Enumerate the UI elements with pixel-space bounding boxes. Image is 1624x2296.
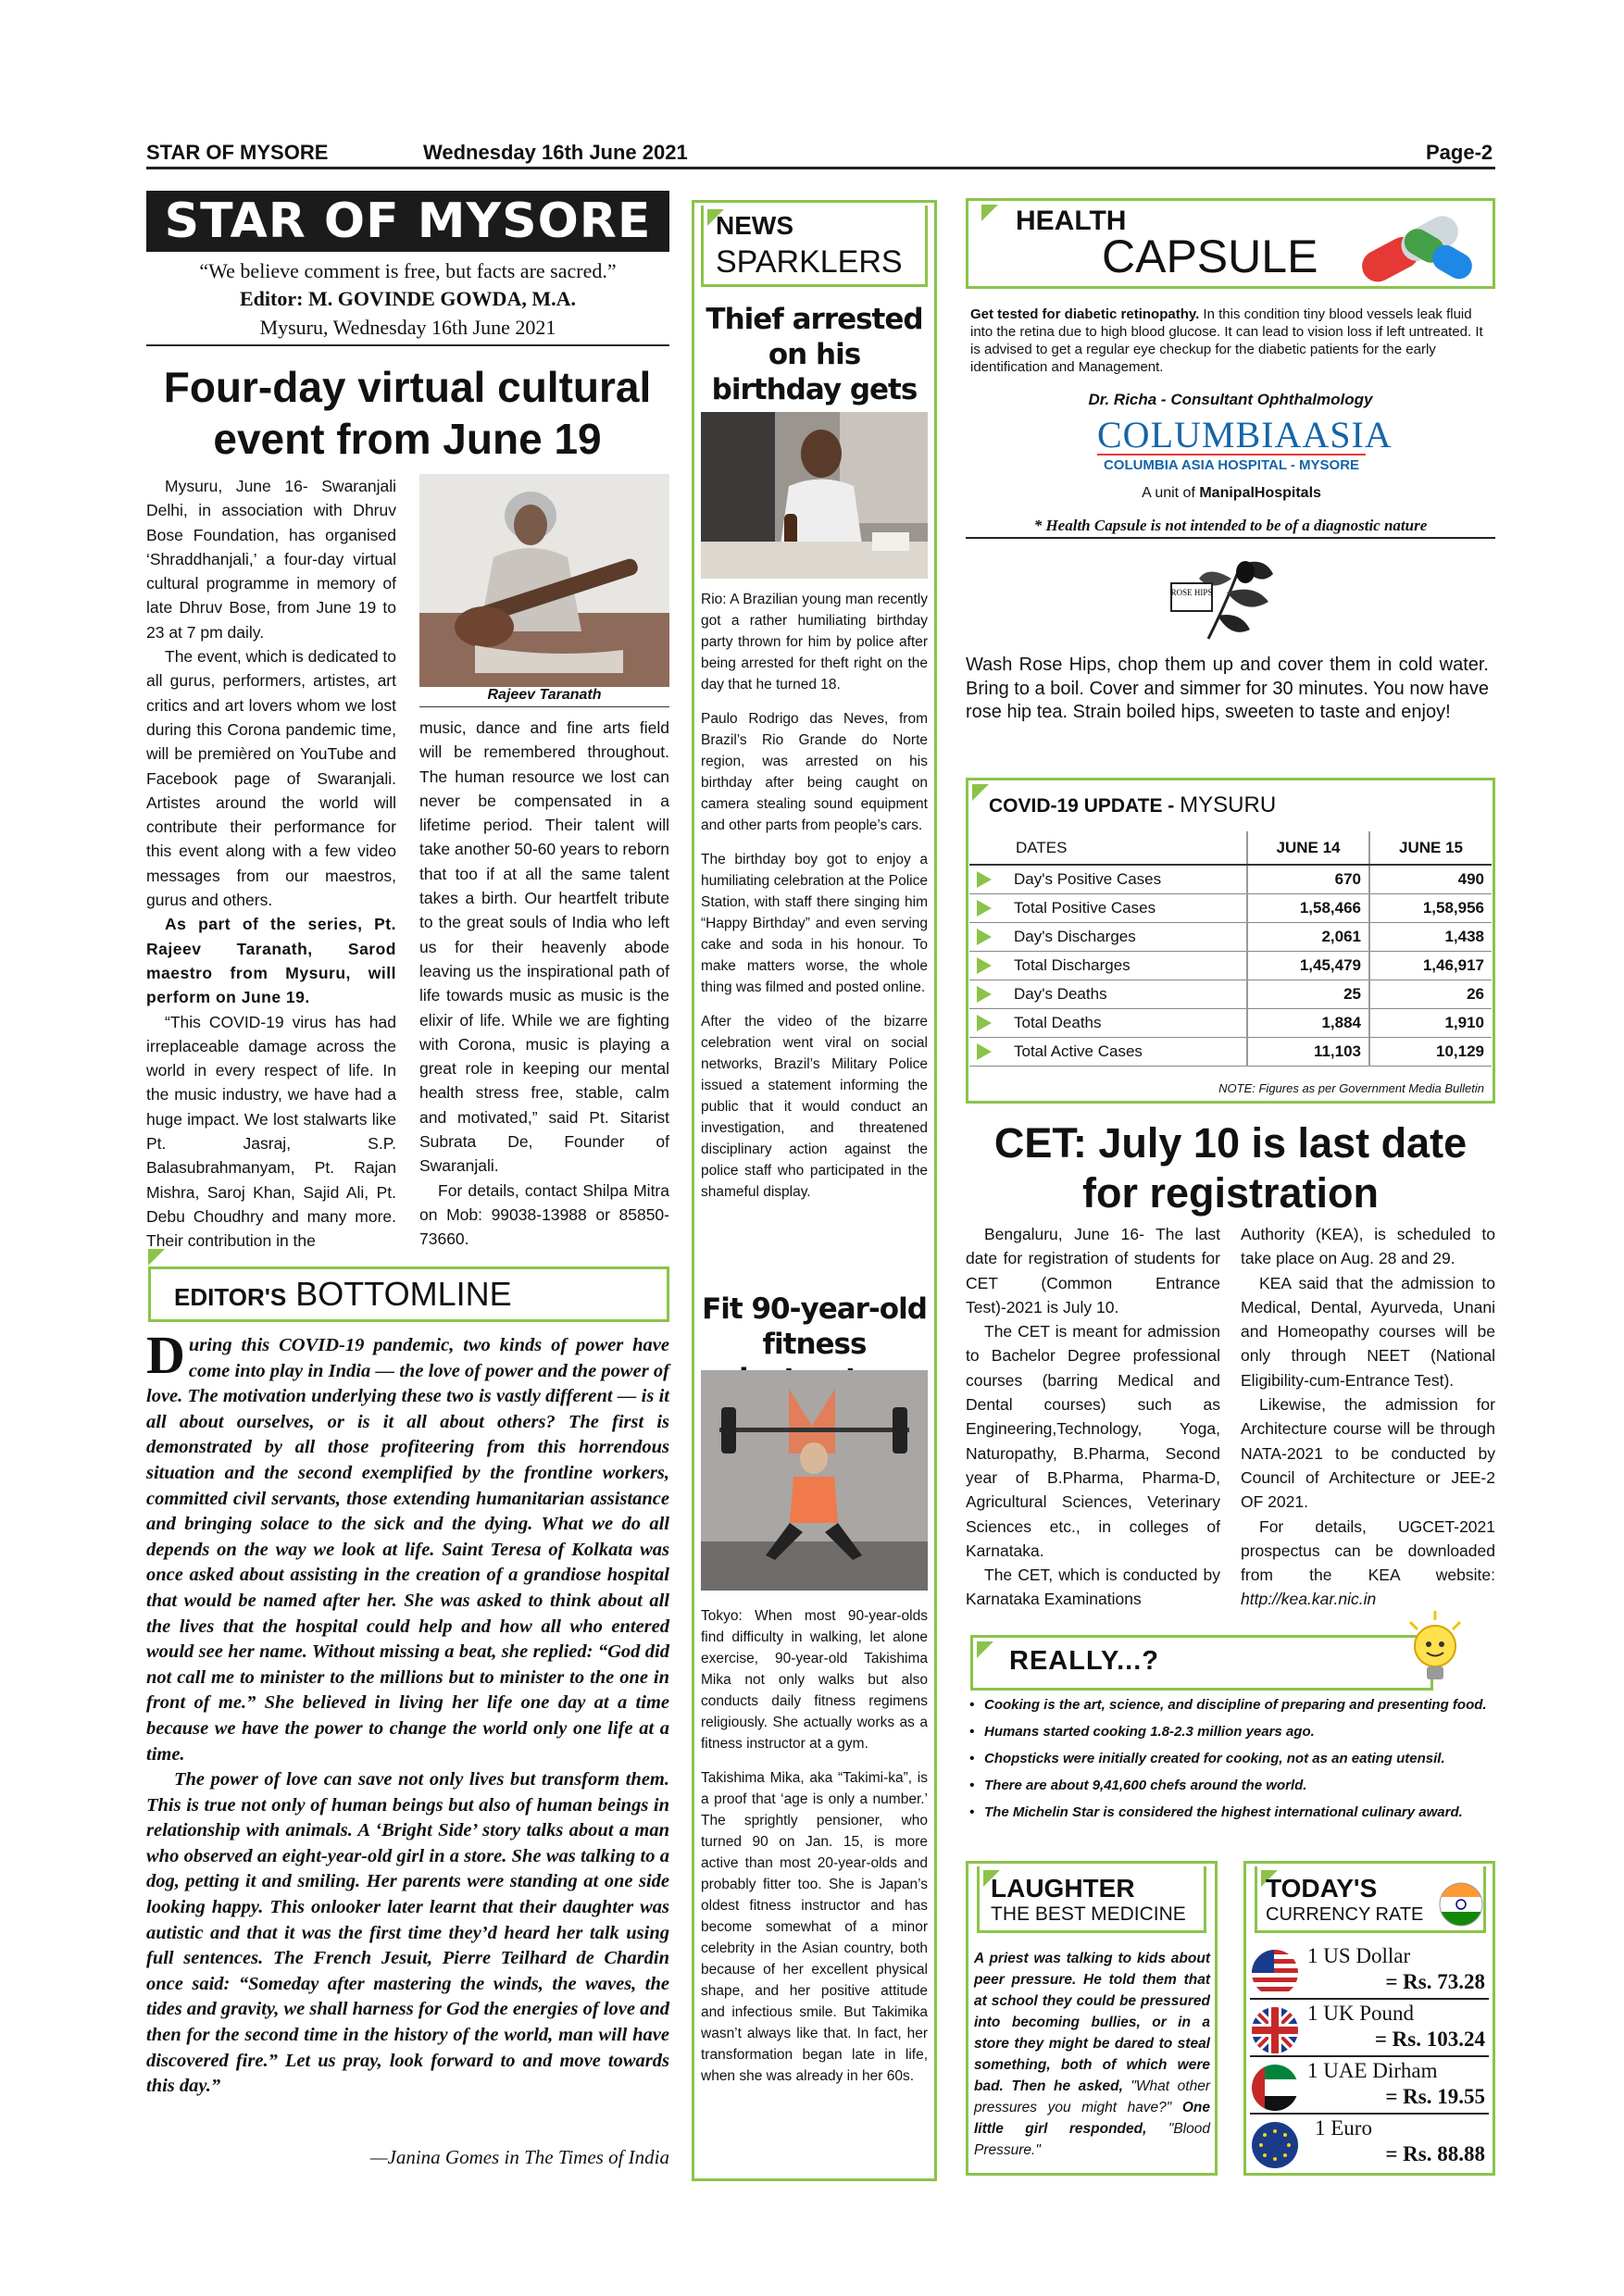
lead-headline: Four-day virtual cultural event from June 19: [163, 363, 652, 463]
row-label: Total Discharges: [1014, 955, 1131, 974]
kea-website-link[interactable]: http://kea.kar.nic.in: [1241, 1590, 1377, 1609]
masthead-rule: [146, 344, 669, 346]
cet-paragraph: For details, UGCET-2021 prospectus can be downloaded from the KEA website:: [1241, 1516, 1495, 1585]
row-j15: 490: [1369, 865, 1492, 893]
editorial-paragraph: The power of love can save not only lives but transform them. This is true not only of human beings but also of human beings in relationship with animals. A ‘Bright Side’ story talks about a man who observed an eight-year-old girl in a store. She was talking to a dog, petting it and smiling. Her parents were standing at one side looking happy. This onlooker later learnt that their daughter was autistic and that it was the first time they’d heard her talk using full sentences. The French Jesuit, Pierre Teilhard de Chardin once said: “Someday after mastering the winds, the waves, the tides and gravity, we shall harness for God the energies of love and then for the second time in the history of the world, man will have discovered fire.” Let us pray, look forward to and move towards this day.”: [146, 1769, 669, 2097]
joke-part: A priest was talking to kids about peer pressure. He told them that at school they could be pressured into becoming bullies, or in a store they might be dared to steal something, both of which were bad. Then he asked,: [974, 1951, 1210, 2094]
masthead-editor: Editor: M. GOVINDE GOWDA, M.A.: [240, 287, 576, 310]
flag-icon: [981, 205, 998, 221]
arrow-icon: [977, 957, 992, 974]
col-june-14: JUNE 14: [1247, 831, 1369, 865]
lead-column-1: [146, 474, 396, 1254]
row-j15: 10,129: [1369, 1037, 1492, 1066]
lead-paragraph: “This COVID-19 virus has had irreplaceable damage across the world in every respect of life. In the music industry, we have had a huge impact. We lost stalwarts like Pt. Jasraj, S.P. Balasubrahmanyam, Pt. Rajan Mishra, Saroj Khan, Sajid Ali, Pt. Debu Choudhry and many more. Their contribution in the: [146, 1012, 396, 1251]
currency-name: 1 US Dollar: [1307, 1944, 1411, 1967]
row-label: Total Positive Cases: [1014, 898, 1156, 917]
currency-subtitle: CURRENCY RATE: [1266, 1904, 1424, 1925]
currency-value: = Rs. 73.28: [1385, 1970, 1485, 1993]
really-facts-list: [966, 1694, 1495, 1828]
story-paragraph: The birthday boy got to enjoy a humiliating celebration at the Police Station, with staff there singing him “Happy Birthday” and even serving cake and soda in his honour. To make matters worse, the whole thing was filmed and posted online.: [701, 852, 928, 995]
health-capsule-disclaimer: * Health Capsule is not intended to be of a diagnostic nature: [1033, 517, 1428, 534]
arrow-icon: [977, 871, 992, 888]
india-flag-icon: [1438, 1881, 1484, 1928]
table-row: [969, 865, 1492, 893]
story-paragraph: Paulo Rodrigo das Neves, from Brazil’s Rio Grande do Norte region, was arrested on his birthday after being caught on camera stealing sound equipment and other parts from people’s cars.: [701, 711, 928, 833]
lead-column-2: [419, 716, 669, 1252]
health-capsule-text: [970, 306, 1487, 376]
cet-paragraph: Authority (KEA), is scheduled to take place on Aug. 28 and 29.: [1241, 1225, 1495, 1268]
covid-table: [969, 831, 1492, 1067]
currency-name: 1 Euro: [1315, 2116, 1372, 2140]
health-capsule-lead: Get tested for diabetic retinopathy.: [970, 306, 1200, 322]
covid-table-header: [969, 831, 1492, 865]
table-row: [969, 951, 1492, 980]
list-item: • There are about 9,41,600 chefs around the world.: [966, 1775, 1495, 1796]
fitness-story-headline: Fit 90-year-old fitness: [702, 1292, 927, 1361]
list-item: • Humans started cooking 1.8-2.3 million years ago.: [966, 1721, 1495, 1742]
list-item: • Chopsticks were initially created for cooking, not as an eating utensil.: [966, 1748, 1495, 1769]
row-label: Day's Deaths: [1014, 984, 1107, 1003]
eu-flag-icon: [1250, 2120, 1300, 2170]
col-june-15: JUNE 15: [1369, 831, 1492, 865]
story-paragraph: Rio: A Brazilian young man recently got a rather humiliating birthday party thrown for him by police after being arrested for theft right on the day that he turned 18.: [701, 592, 928, 693]
row-label: Total Active Cases: [1014, 1042, 1143, 1060]
columbia-asia-logo: COLUMBIAASIA: [1097, 414, 1393, 455]
table-row: [969, 1008, 1492, 1037]
thief-story-headline: Thief arrested on his birthday gets: [706, 303, 923, 406]
currency-value: = Rs. 19.55: [1385, 2085, 1485, 2108]
currency-row-eur: [1250, 2116, 1489, 2172]
columbia-asia-hospital-name: COLUMBIA ASIA HOSPITAL - MYSORE: [1097, 454, 1366, 473]
story-paragraph: After the video of the bizarre celebration went viral on social networks, Brazil’s Military Police issued a statement informing the public that it would conduct an investigation, and threatened disciplinary action against the police staff who participated in the shameful display.: [701, 1014, 928, 1200]
covid-title-city: MYSURU: [1180, 792, 1277, 817]
cet-headline: CET: July 10 is last date for registration: [993, 1119, 1468, 1217]
pill-capsule-icon: [1347, 204, 1486, 285]
col-dates: DATES: [969, 831, 1247, 865]
fitness-story-body: [701, 1605, 928, 2100]
list-item: • The Michelin Star is considered the highest international culinary award.: [966, 1802, 1495, 1823]
news-label: NEWS: [716, 211, 793, 240]
row-j14: 1,45,479: [1247, 951, 1369, 980]
fitness-instructor-photo: [701, 1370, 928, 1591]
health-capsule-body: In this condition tiny blood vessels leak fluid into the retina due to high blood glucose. It can lead to vision loss if left untreated. It is advised to get a regular eye checkup for the diabetic patients for the early identification and Management.: [970, 306, 1483, 375]
editors-label: EDITOR'S: [174, 1283, 287, 1311]
cet-column-2: [1241, 1222, 1495, 1612]
lead-paragraph-bold: As part of the series, Pt. Rajeev Taranath, Sarod maestro from Mysuru, will perform on June 19.: [146, 915, 396, 1007]
cet-column-1: [966, 1222, 1220, 1612]
masthead-quote: “We believe comment is free, but facts are sacred.”: [199, 259, 617, 282]
row-j14: 1,884: [1247, 1008, 1369, 1037]
row-j15: 26: [1369, 980, 1492, 1008]
rose-hips-label: ROSE HIPS: [1170, 588, 1213, 597]
flag-icon: [972, 784, 989, 801]
health-label: HEALTH: [1016, 206, 1127, 236]
joke-quote: "Blood Pressure.": [974, 2121, 1210, 2158]
list-item: • Cooking is the art, science, and discipline of preparing and presenting food.: [966, 1694, 1495, 1716]
covid-update-title: [989, 792, 1276, 818]
arrow-icon: [977, 929, 992, 945]
header-page-number: Page-2: [1426, 141, 1493, 164]
row-label: Day's Positive Cases: [1014, 869, 1162, 888]
covid-note: NOTE: Figures as per Government Media Bulletin: [1218, 1081, 1484, 1095]
capsule-label: CAPSULE: [1102, 231, 1318, 282]
flag-icon: [977, 1641, 993, 1658]
thief-birthday-photo: [701, 412, 928, 579]
currency-row-usd: [1250, 1944, 1489, 2000]
editors-bottomline-title: [174, 1275, 512, 1314]
lead-paragraph: For details, contact Shilpa Mitra on Mob: 99038-13988 or 85850-73660.: [419, 1180, 669, 1249]
row-j14: 25: [1247, 980, 1369, 1008]
header-rule: [146, 167, 1495, 169]
table-row: [969, 980, 1492, 1008]
story-paragraph: Takishima Mika, aka “Takimi-ka”, is a proof that ‘age is only a number.’ The sprightly pensioner, who turned 90 on Jan. 15, is more active than most 20-year-olds and probably fitter too. She is Japan’s oldest fitness instructor and has become somewhat of a minor celebrity in the Asian country, both because of her excellent physical shape, and her positive attitude and infectious smile. But Takimika wasn’t always like that. In fact, her transformation began late in life, when she was already in her 60s.: [701, 1770, 928, 2084]
rose-hips-text: [966, 654, 1489, 725]
story-paragraph: Tokyo: When most 90-year-olds find difficulty in walking, let alone exercise, 90-year-old Takishima Mika not only walks but also conducts daily fitness regimens religiously. She actually works as a fitness instructor at a gym.: [701, 1608, 928, 1752]
table-row: [969, 922, 1492, 951]
laughter-subtitle: THE BEST MEDICINE: [991, 1903, 1186, 1925]
arrow-icon: [977, 900, 992, 917]
table-row: [969, 893, 1492, 922]
currency-row-gbp: [1250, 2002, 1489, 2057]
row-j14: 2,061: [1247, 922, 1369, 951]
drop-cap: D: [146, 1325, 185, 1385]
uae-flag-icon: [1250, 2063, 1300, 2113]
unit-prefix: A unit of: [1142, 485, 1200, 501]
currency-row-aed: [1250, 2059, 1489, 2115]
row-j15: 1,46,917: [1369, 951, 1492, 980]
lead-paragraph: music, dance and fine arts field will be remembered throughout. The human resource we lost can never be compensated in a lifetime period. Their talent will take another 50-60 years to reborn that too if at all the same talent takes a birth. Our heartfelt tribute to the great souls of India who left us for their heavenly abode leaving us the inspirational path of life towards music as music is the elixir of life. While we are fighting with Corona, music is playing a great role in keeping our mental health stress free, stable, calm and motivated,” said Pt. Sitarist Subrata De, Founder of Swaranjali.: [419, 718, 669, 1176]
row-j14: 11,103: [1247, 1037, 1369, 1066]
musician-photo-caption: Rajeev Taranath: [419, 687, 669, 707]
us-flag-icon: [1250, 1948, 1300, 1998]
covid-title-bold: COVID-19 UPDATE -: [989, 795, 1181, 817]
manipal-hospitals-name: ManipalHospitals: [1199, 485, 1321, 501]
editorial-signature: —Janina Gomes in The Times of India: [369, 2146, 669, 2168]
editorial-paragraph: uring this COVID-19 pandemic, two kinds of power have come into play in India — the love of power and the power of love. The motivation underlying these two is vastly different — is it all about ourselves, or is it all about others? The first is demonstrated by all those profiteering from this horrendous situation and the second exemplified by the frontline workers, committed civil servants, those extending humanitarian assistance and bringing solace to the sick and the dying. What we do all depends on the way we look at life. Saint Teresa of Kolkata was once asked about assisting in the creation of a grandiose hospital that would be named after her. She was asked to think about all the lives that the hospital could help and how all who entered would see her name. Without missing a beat, she replied: “God did not call me to minister to the millions but to minister to the one in front of me.” She believed in living her life one day at a time because we have the power to change the world only one life at a time.: [146, 1335, 669, 1765]
rose-hips-paragraph: Wash Rose Hips, chop them up and cover them in cold water. Bring to a boil. Cover and simmer for 30 minutes. You now have rose hip tea. Strain boiled hips, sweeten to taste and enjoy!: [966, 655, 1489, 722]
laughter-joke: [974, 1948, 1210, 2161]
flag-icon: [148, 1249, 165, 1266]
row-label: Total Deaths: [1014, 1013, 1102, 1031]
row-j14: 1,58,466: [1247, 893, 1369, 922]
currency-title: TODAY'S: [1266, 1874, 1378, 1903]
row-j14: 670: [1247, 865, 1369, 893]
masthead-dateline: Mysuru, Wednesday 16th June 2021: [259, 316, 556, 339]
lead-paragraph: The event, which is dedicated to all gurus, performers, artistes, art critics and art lovers whom we lost during this Corona pandemic time, will be premièred on YouTube and Facebook page of Swaranjali. Artistes around the world will contribute their performance for this event along with a few video messages from our maestros, gurus and others.: [146, 647, 397, 910]
joke-part: One little girl responded,: [974, 2100, 1210, 2137]
cet-paragraph: The CET, which is conducted by Karnataka Examinations: [966, 1566, 1220, 1609]
table-row: [969, 1037, 1492, 1066]
joke-quote: "What other pressures you might have?": [974, 2078, 1210, 2115]
lead-paragraph: Mysuru, June 16- Swaranjali Delhi, in association with Dhruv Bose Foundation, has organised ‘Shraddhanjali,’ a four-day virtual cultural programme in memory of late Dhruv Bose, from June 19 to 23 at 7 pm daily.: [146, 477, 396, 642]
currency-value: = Rs. 103.24: [1374, 2028, 1485, 2051]
lightbulb-icon: [1403, 1609, 1468, 1692]
uk-flag-icon: [1250, 2005, 1300, 2055]
arrow-icon: [977, 1015, 992, 1031]
editors-bottomline-text: [146, 1325, 669, 2100]
row-label: Day's Discharges: [1014, 927, 1136, 945]
health-capsule-rule: [966, 537, 1495, 539]
sparklers-label: SPARKLERS: [716, 244, 903, 280]
arrow-icon: [977, 986, 992, 1003]
thief-story-body: [701, 589, 928, 1216]
cet-paragraph: Bengaluru, June 16- The last date for registration of students for CET (Common Entrance Test)-2021 is July 10.: [966, 1225, 1220, 1316]
laughter-title: LAUGHTER: [991, 1874, 1135, 1903]
bottomline-label: BOTTOMLINE: [295, 1275, 512, 1313]
rose-hips-illustration: [1153, 546, 1301, 648]
doctor-name: Dr. Richa - Consultant Ophthalmology: [1088, 391, 1373, 408]
arrow-icon: [977, 1043, 992, 1060]
cet-paragraph: KEA said that the admission to Medical, Dental, Ayurveda, Unani and Homeopathy courses will be only through NEET (National Eligibility-cum-Entrance Test).: [1241, 1273, 1495, 1390]
manipal-unit-line: [1097, 485, 1366, 502]
currency-value: = Rs. 88.88: [1385, 2142, 1485, 2165]
musician-photo: [419, 474, 669, 687]
cet-paragraph: Likewise, the admission for Architecture course will be through NATA-2021 to be conducted by Council of Architecture or JEE-2 OF 2021.: [1241, 1395, 1495, 1512]
row-j15: 1,58,956: [1369, 893, 1492, 922]
row-j15: 1,910: [1369, 1008, 1492, 1037]
cet-paragraph: The CET is meant for admission to Bachelor Degree professional courses (barring Medical and Dental courses) such as Engineering,Technology, Yoga, Naturopathy, B.Pharma, Second year of B.Pharma, Pharma-D, Agricultural Sciences, Veterinary Sciences etc., in colleges of Karnataka.: [966, 1322, 1220, 1560]
masthead-logo: STAR OF MYSORE: [146, 191, 669, 252]
really-title: REALLY...?: [1009, 1646, 1160, 1676]
header-date: Wednesday 16th June 2021: [423, 141, 688, 164]
currency-name: 1 UAE Dirham: [1307, 2059, 1438, 2082]
header-paper-name: STAR OF MYSORE: [146, 141, 329, 164]
currency-name: 1 UK Pound: [1307, 2002, 1415, 2025]
row-j15: 1,438: [1369, 922, 1492, 951]
